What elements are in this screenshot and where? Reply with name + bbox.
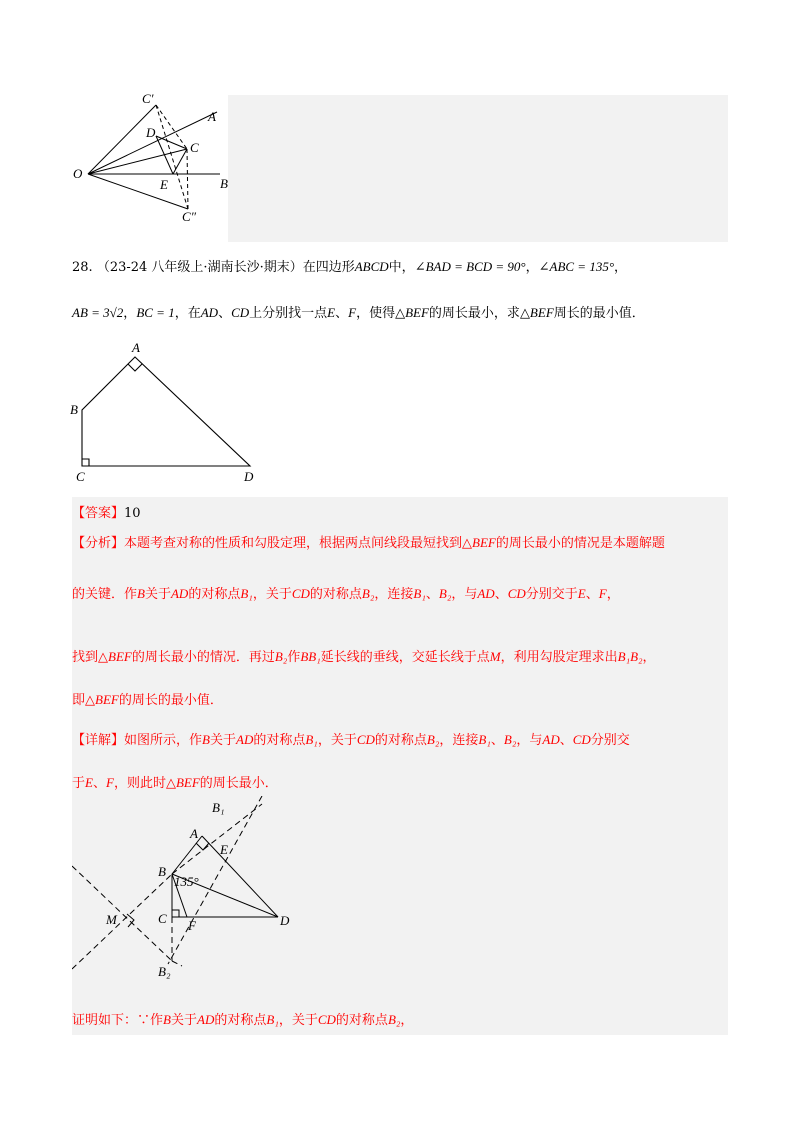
label-c-prime: C′ <box>142 91 154 106</box>
fig-label-d: D <box>244 469 254 484</box>
fig-label-c: C <box>76 469 85 484</box>
detail-line-2: 于E、F，则此时△BEF的周长最小． <box>72 775 278 791</box>
problem-line-1: 28. （23-24 八年级上·湖南长沙·期末）在四边形ABCD中，∠BAD = BCD = 90°，∠ABC = 135°， <box>72 259 628 275</box>
detail-label-angle: 135° <box>174 874 199 889</box>
analysis-tag: 【分析】 <box>72 536 125 551</box>
analysis-line-3: 找到△BEF的周长最小的情况．再过B₂作BB₁延长线的垂线，交延长线于点M，利用勾股定理求出B₁B₂， <box>72 649 656 665</box>
detail-label-e: E <box>220 842 228 857</box>
label-c-double-prime: C″ <box>182 209 197 224</box>
label-e: E <box>160 177 168 192</box>
answer-value: 10 <box>124 506 141 521</box>
label-b: B <box>220 176 228 191</box>
fig-label-b: B <box>70 402 78 417</box>
problem-source: （23-24 八年级上·湖南长沙·期末） <box>96 260 303 275</box>
label-c: C <box>190 140 199 155</box>
label-d: D <box>146 125 156 140</box>
analysis-line-2: 的关键．作B关于AD的对称点B₁，关于CD的对称点B₂，连接B₁、B₂，与AD、CD分别交于E、F， <box>72 586 620 602</box>
top-figure-shade <box>228 95 728 242</box>
top-figure <box>60 85 240 235</box>
proof-line: 证明如下：∵作B关于AD的对称点B₁，关于CD的对称点B₂， <box>72 1012 414 1028</box>
analysis-line-4: 即△BEF的周长的最小值． <box>72 692 223 708</box>
construction-figure <box>72 796 312 986</box>
detail-label-f: F <box>188 918 196 933</box>
label-o: O <box>73 166 83 181</box>
answer-line <box>72 502 141 521</box>
analysis-line-1: 【分析】本题考查对称的性质和勾股定理，根据两点间线段最短找到△BEF的周长最小的情况是本题解题 <box>72 535 665 551</box>
quadrilateral-figure <box>68 338 268 488</box>
label-a: A <box>208 109 216 124</box>
detail-tag: 【详解】 <box>72 733 125 748</box>
detail-label-b: B <box>158 864 166 879</box>
answer-tag: 【答案】 <box>72 506 125 521</box>
detail-label-m: M <box>106 912 117 927</box>
because-symbol: ∵ <box>137 1013 151 1028</box>
problem-number: 28. <box>72 260 93 275</box>
angle-bad: ∠BAD = BCD = 90° <box>414 259 526 274</box>
detail-label-c: C <box>158 911 167 926</box>
bc-length: BC = 1 <box>136 305 175 320</box>
ab-length: AB = 3√2 <box>72 305 124 320</box>
detail-label-b2: B₂ <box>158 964 171 979</box>
problem-line-2: AB = 3√2，BC = 1，在AD、CD上分别找一点E、F，使得△BEF的周长最小，求△BEF周长的最小值． <box>72 305 645 321</box>
detail-line-1: 【详解】如图所示，作B关于AD的对称点B₁，关于CD的对称点B₂，连接B₁、B₂，与AD、CD分别交 <box>72 732 630 748</box>
detail-label-a: A <box>190 826 198 841</box>
detail-label-b1: B₁ <box>212 800 225 815</box>
detail-label-d: D <box>280 913 290 928</box>
angle-abc: ∠ABC = 135° <box>538 259 615 274</box>
fig-label-a: A <box>132 340 140 355</box>
